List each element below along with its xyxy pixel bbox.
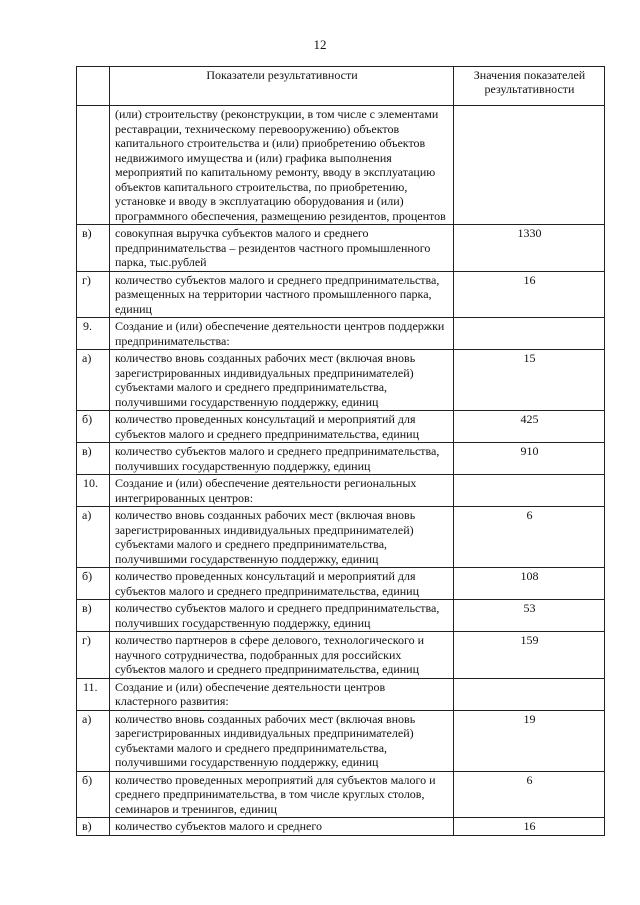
- row-number: в): [77, 225, 110, 272]
- row-value: 425: [454, 411, 605, 443]
- row-indicator: количество вновь созданных рабочих мест (включая вновь зарегистрированных индивидуальных предпринимателей) субъектами малого и среднего предпринимательства, получившими государственную поддержку, единиц: [110, 710, 454, 771]
- page-number: 12: [313, 37, 327, 52]
- row-number: 11.: [77, 678, 110, 710]
- row-number: в): [77, 818, 110, 836]
- row-value: 6: [454, 507, 605, 568]
- row-value: 1330: [454, 225, 605, 272]
- row-indicator: количество проведенных консультаций и мероприятий для субъектов малого и среднего предпринимательства, единиц: [110, 411, 454, 443]
- row-number: в): [77, 443, 110, 475]
- table-row: [77, 710, 605, 771]
- header-number: [77, 67, 110, 106]
- table-row: [77, 568, 605, 600]
- table-row: [77, 411, 605, 443]
- row-number: 9.: [77, 318, 110, 350]
- row-number: [77, 106, 110, 225]
- row-number: б): [77, 771, 110, 818]
- row-number: а): [77, 507, 110, 568]
- row-value: 19: [454, 710, 605, 771]
- row-indicator: количество субъектов малого и среднего: [110, 818, 454, 836]
- section-row: [77, 678, 605, 710]
- row-indicator: количество субъектов малого и среднего предпринимательства, получивших государственную поддержку, единиц: [110, 600, 454, 632]
- results-table: [76, 66, 605, 836]
- table-row: [77, 443, 605, 475]
- table-row: [77, 350, 605, 411]
- row-value: 159: [454, 632, 605, 679]
- row-value: [454, 106, 605, 225]
- row-indicator: Создание и (или) обеспечение деятельности региональных интегрированных центров:: [110, 475, 454, 507]
- section-row: [77, 475, 605, 507]
- row-number: г): [77, 271, 110, 318]
- table-row: [77, 632, 605, 679]
- row-number: б): [77, 568, 110, 600]
- table-row: [77, 507, 605, 568]
- row-value: 6: [454, 771, 605, 818]
- row-value: 910: [454, 443, 605, 475]
- row-indicator: Создание и (или) обеспечение деятельности центров поддержки предпринимательства:: [110, 318, 454, 350]
- row-number: в): [77, 600, 110, 632]
- row-value: [454, 678, 605, 710]
- header-indicator: Показатели результативности: [110, 67, 454, 106]
- row-number: б): [77, 411, 110, 443]
- row-value: 108: [454, 568, 605, 600]
- table-row: [77, 600, 605, 632]
- table-row: [77, 771, 605, 818]
- row-indicator: количество вновь созданных рабочих мест (включая вновь зарегистрированных индивидуальных предпринимателей) субъектами малого и среднего предпринимательства, получившими государственную поддержку, единиц: [110, 507, 454, 568]
- row-indicator: количество субъектов малого и среднего предпринимательства, размещенных на территории частного промышленного парка, единиц: [110, 271, 454, 318]
- row-value: 15: [454, 350, 605, 411]
- row-number: г): [77, 632, 110, 679]
- table-row: [77, 106, 605, 225]
- table-row: [77, 271, 605, 318]
- row-value: [454, 475, 605, 507]
- row-value: 53: [454, 600, 605, 632]
- row-indicator: Создание и (или) обеспечение деятельности центров кластерного развития:: [110, 678, 454, 710]
- row-indicator: количество проведенных консультаций и мероприятий для субъектов малого и среднего предпринимательства, единиц: [110, 568, 454, 600]
- row-indicator: количество вновь созданных рабочих мест (включая вновь зарегистрированных индивидуальных предпринимателей) субъектами малого и среднего предпринимательства, получившими государственную поддержку, единиц: [110, 350, 454, 411]
- row-indicator: количество проведенных мероприятий для субъектов малого и среднего предпринимательства, в том числе круглых столов, семинаров и тренингов, единиц: [110, 771, 454, 818]
- row-indicator: количество партнеров в сфере делового, технологического и научного сотрудничества, подобранных для российских субъектов малого и среднего предпринимательства, единиц: [110, 632, 454, 679]
- table-row: [77, 818, 605, 836]
- table-header-row: [77, 67, 605, 106]
- row-value: [454, 318, 605, 350]
- row-value: 16: [454, 271, 605, 318]
- row-number: а): [77, 350, 110, 411]
- row-number: 10.: [77, 475, 110, 507]
- header-value: Значения показателей результативности: [454, 67, 605, 106]
- row-value: 16: [454, 818, 605, 836]
- row-indicator: количество субъектов малого и среднего предпринимательства, получивших государственную поддержку, единиц: [110, 443, 454, 475]
- row-number: а): [77, 710, 110, 771]
- row-indicator: совокупная выручка субъектов малого и среднего предпринимательства – резидентов частного промышленного парка, тыс.рублей: [110, 225, 454, 272]
- section-row: [77, 318, 605, 350]
- table-row: [77, 225, 605, 272]
- row-indicator: (или) строительству (реконструкции, в том числе с элементами реставрации, техническому перевооружению) объектов капитального строительства и (или) приобретению объектов недвижимого имущества и (или) графика выполнения мероприятий по капитальному ремонту, вводу в эксплуатацию объектов капитального строительства, по приобретению, установке и вводу в эксплуатацию оборудования и (или) программного обеспечения, размещению резидентов, процентов: [110, 106, 454, 225]
